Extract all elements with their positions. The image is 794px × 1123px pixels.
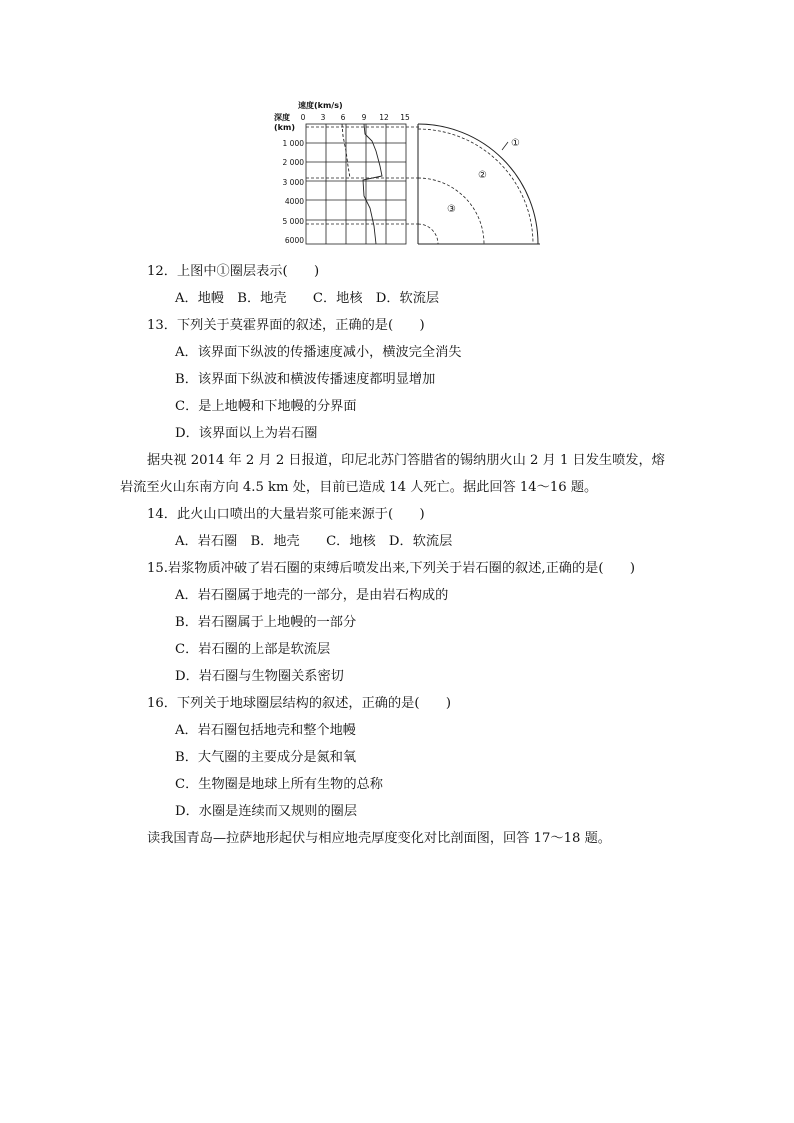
speed-tick: 12 xyxy=(379,113,389,122)
passage-line-2: 岩流至火山东南方向 4.5 km 处，目前已造成 14 人死亡。据此回答 14～16 题。 xyxy=(120,480,598,495)
q15-option-c: C．岩石圈的上部是软流层 xyxy=(175,642,331,657)
depth-axis-unit: (km) xyxy=(274,123,295,132)
q16-option-d: D．水圈是连续而又规则的圈层 xyxy=(175,804,358,819)
depth-tick: 3 000 xyxy=(282,178,304,187)
q13-option-a: A．该界面下纵波的传播速度减小，横波完全消失 xyxy=(175,345,462,360)
q15-option-a: A．岩石圈属于地壳的一部分，是由岩石构成的 xyxy=(175,588,449,603)
q13-option-b: B．该界面下纵波和横波传播速度都明显增加 xyxy=(175,372,436,387)
q16-stem: 16．下列关于地球圈层结构的叙述，正确的是( ) xyxy=(147,696,452,711)
q14-stem: 14．此火山口喷出的大量岩浆可能来源于( ) xyxy=(147,507,425,522)
q16-option-b: B．大气圈的主要成分是氮和氧 xyxy=(175,750,357,765)
passage-line-1: 据央视 2014 年 2 月 2 日报道，印尼北苏门答腊省的锡纳朋火山 2 月 1 日发生喷发，熔 xyxy=(147,453,665,468)
q15-stem: 15.岩浆物质冲破了岩石圈的束缚后喷发出来,下列关于岩石圈的叙述,正确的是( ) xyxy=(147,561,636,576)
earth-section xyxy=(418,124,540,244)
q12-options: A．地幔 B．地壳 C．地核 D．软流层 xyxy=(175,291,440,306)
q12-stem: 12．上图中①圈层表示( ) xyxy=(147,264,320,279)
q15-option-d: D．岩石圈与生物圈关系密切 xyxy=(175,669,344,684)
speed-tick: 15 xyxy=(400,113,410,122)
speed-tick: 9 xyxy=(361,113,367,122)
q15-option-b: B．岩石圈属于上地幔的一部分 xyxy=(175,615,357,630)
q16-option-a: A．岩石圈包括地壳和整个地幔 xyxy=(175,723,356,738)
depth-tick: 5 000 xyxy=(282,217,304,226)
q13-stem: 13．下列关于莫霍界面的叙述，正确的是( ) xyxy=(147,318,425,333)
depth-axis-label: 深度 xyxy=(274,113,290,122)
layer-label-2: ② xyxy=(478,170,487,181)
depth-tick: 2 000 xyxy=(282,158,304,167)
speed-grid xyxy=(306,124,406,244)
q16-option-c: C．生物圈是地球上所有生物的总称 xyxy=(175,777,383,792)
speed-tick: 3 xyxy=(320,113,326,122)
q13-option-c: C．是上地幔和下地幔的分界面 xyxy=(175,399,357,414)
boundary-lines xyxy=(306,127,420,224)
speed-tick: 6 xyxy=(340,113,346,122)
speed-tick: 0 xyxy=(300,113,306,122)
question-content xyxy=(120,258,680,852)
speed-axis-label: 速度(km/s) xyxy=(298,101,343,110)
seismic-wave-figure xyxy=(270,96,550,256)
depth-tick: 1 000 xyxy=(282,139,304,148)
q14-options: A．岩石圈 B．地壳 C．地核 D．软流层 xyxy=(175,534,453,549)
q13-option-d: D．该界面以上为岩石圈 xyxy=(175,426,318,441)
depth-tick: 6000 xyxy=(284,236,304,245)
depth-tick: 4000 xyxy=(284,197,304,206)
layer-label-3: ③ xyxy=(447,204,456,215)
passage-2: 读我国青岛—拉萨地形起伏与相应地壳厚度变化对比剖面图，回答 17～18 题。 xyxy=(147,831,611,846)
earth-structure-diagram xyxy=(270,96,550,256)
layer-label-1: ① xyxy=(511,138,520,149)
